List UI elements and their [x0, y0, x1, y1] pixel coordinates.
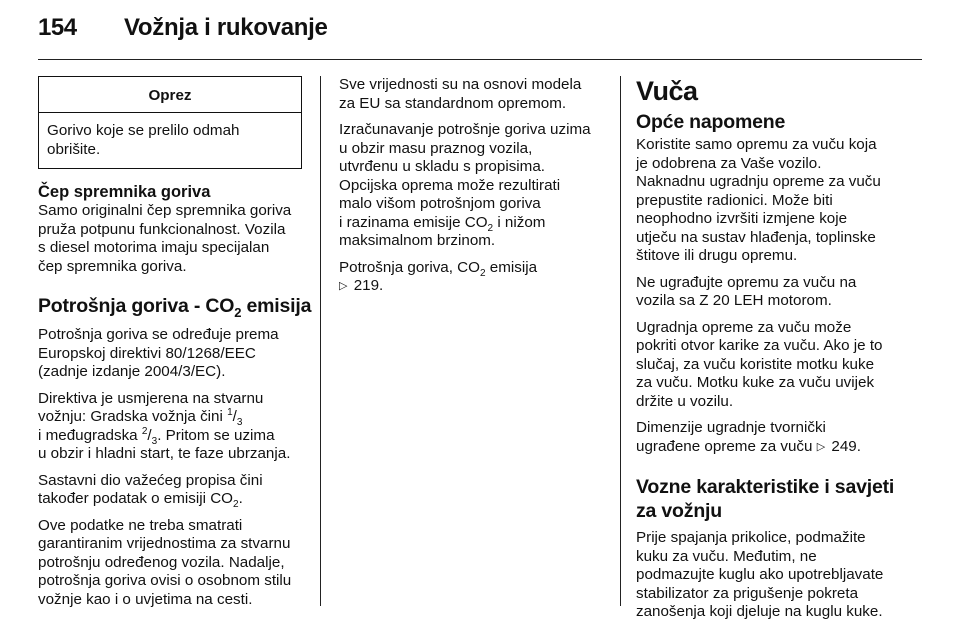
consumption-para-1: Potrošnja goriva se određuje prema Europskoj direktivi 80/1268/EEC (zadnje izdanje 2004/3/EC).: [38, 326, 279, 380]
page-number: 154: [38, 14, 77, 41]
warning-title: Oprez: [39, 77, 301, 113]
chapter-title: Vuča: [636, 76, 698, 106]
column-2: [339, 76, 605, 305]
towing-para-5: Prije spajanja prikolice, podmažite kuku za vuču. Međutim, ne podmazujte kuglu ako upotrebljavate stabilizator za prigušenje pokreta zanošenja koji djeluje na kuglu kuke.: [636, 529, 884, 620]
towing-para-2: Ne ugrađujte opremu za vuču na vozila sa Z 20 LEH motorom.: [636, 273, 857, 309]
page-reference-icon: ▷: [339, 280, 348, 292]
column-divider-1: [320, 76, 321, 606]
consumption-heading: Potrošnja goriva - $CO_2$ emisija: [38, 295, 312, 320]
warning-box: [38, 76, 302, 169]
values-para-2: Izračunavanje potrošnje goriva uzima u obzir masu praznog vozila, utvrđenu u skladu s propisima. Opcijska oprema može rezultirati malo višom potrošnjom goriva i razinama emisije $CO_2$ i nižom maksimalnom brzinom.: [339, 121, 591, 249]
consumption-para-2: Direktiva je usmjerena na stvarnu vožnju: Gradska vožnja čini $^1/_3$ i međugradska $^2/_3$. Pritom se uzima u obzir i hladni start, te faze ubrzanja.: [38, 389, 291, 462]
fuel-cap-heading: Čep spremnika goriva: [38, 183, 211, 201]
warning-body: Gorivo koje se prelilo odmah obrišite.: [47, 122, 240, 158]
column-divider-2: [620, 76, 621, 606]
consumption-para-3: Sastavni dio važećeg propisa čini također podatak o emisiji $CO_2$.: [38, 471, 263, 511]
towing-para-1: Koristite samo opremu za vuču koja je odobrena za Vaše vozilo. Naknadnu ugradnju opreme za vuču prepustite radionici. Može biti neophodno izvršiti izmjene koje utječu na sustav hlađenja, toplinske štitove ili drugu opremu.: [636, 136, 881, 264]
header-divider: [38, 59, 922, 60]
page-reference-link[interactable]: 249.: [831, 437, 861, 455]
column-3: [636, 76, 904, 622]
towing-para-4: Dimenzije ugradnje tvornički ugrađene opreme za vuču ▷ 249.: [636, 419, 861, 455]
page-title: Vožnja i rukovanje: [124, 14, 328, 41]
towing-para-3: Ugradnja opreme za vuču može pokriti otvor karike za vuču. Ako je to slučaj, za vuču koristite motku kuke za vuču. Motku kuke za vuču uvijek držite u vozilu.: [636, 318, 883, 410]
values-para-1: Sve vrijednosti su na osnovi modela za EU sa standardnom opremom.: [339, 76, 582, 112]
page-reference-link[interactable]: 219.: [353, 277, 384, 294]
fuel-cap-text: Samo originalni čep spremnika goriva pruža potpunu funkcionalnost. Vozila s diesel motorima imaju specijalan čep spremnika goriva.: [38, 202, 292, 275]
page-reference-icon: ▷: [816, 440, 826, 453]
general-notes-heading: Opće napomene: [636, 111, 786, 133]
driving-tips-heading: Vozne karakteristike i savjeti za vožnju: [636, 476, 895, 522]
column-1: [38, 76, 312, 617]
consumption-para-4: Ove podatke ne treba smatrati garantiranim vrijednostima za stvarnu potrošnju određenog vozila. Nadalje, potrošnja goriva ovisi o osobnom stilu vožnje kao i o uvjetima na cesti.: [38, 516, 292, 608]
values-para-3: Potrošnja goriva, $CO_2$ emisija ▷ 219.: [339, 258, 538, 294]
